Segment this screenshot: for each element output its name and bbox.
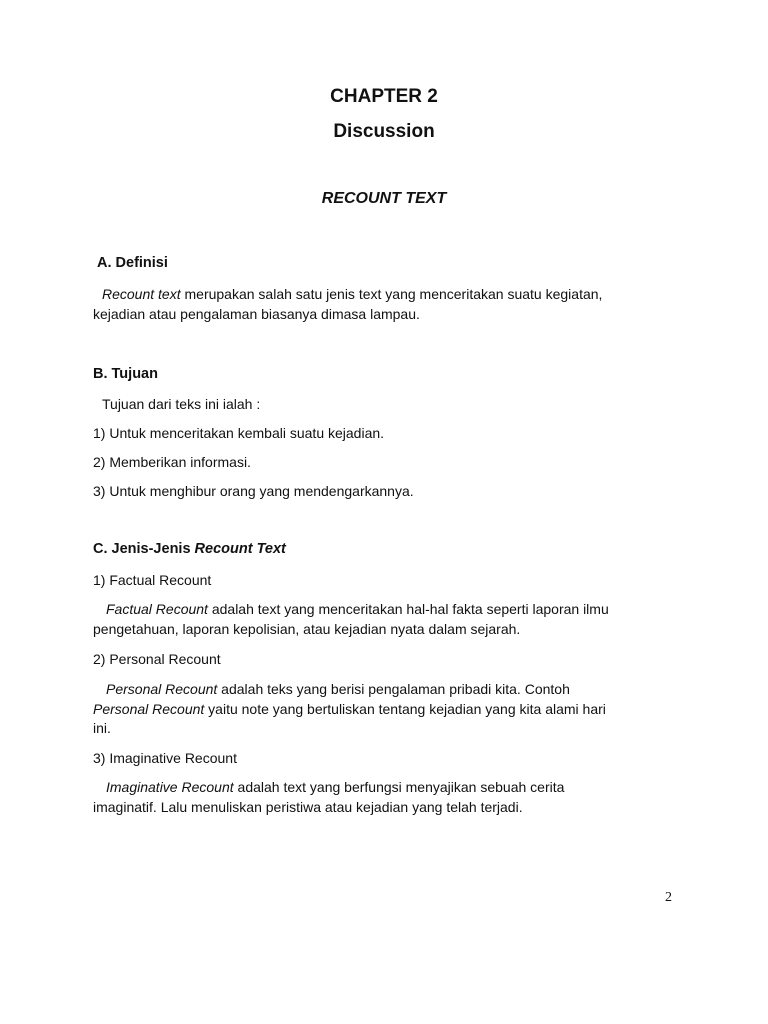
imaginative-line-2: imaginatif. Lalu menuliskan peristiwa atau kejadian yang telah terjadi. [93,798,523,815]
factual-line-1: adalah text yang menceritakan hal-hal fakta seperti laporan ilmu [207,601,609,617]
section-c-heading-prefix: C. Jenis-Jenis [93,541,195,557]
recount-text-term: Recount text [102,286,181,302]
type-label-imaginative: 3) Imaginative Recount [93,750,237,766]
imaginative-line-1: adalah text yang berfungsi menyajikan sebuah cerita [233,779,565,795]
type-label-personal: 2) Personal Recount [93,651,221,667]
personal-line-3: ini. [93,720,111,736]
list-item: 3) Untuk menghibur orang yang mendengarkannya. [93,483,414,499]
personal-line-2: yaitu note yang bertuliskan tentang kejadian yang kita alami hari [204,700,606,717]
section-b-intro [93,395,683,415]
type-label-factual: 1) Factual Recount [93,572,212,588]
imaginative-recount-term: Imaginative Recount [106,779,234,795]
personal-recount-term-2: Personal Recount [93,700,205,717]
list-item: 1) Untuk menceritakan kembali suatu kejadian. [93,425,385,441]
section-c-heading [93,541,286,557]
list-item: 2) Memberikan informasi. [93,454,251,470]
personal-recount-term: Personal Recount [106,681,218,697]
factual-recount-term: Factual Recount [106,601,208,617]
section-a-line-2: kejadian atau pengalaman biasanya dimasa lampau. [93,305,420,322]
personal-line-1: adalah teks yang berisi pengalaman pribadi kita. Contoh [217,681,570,697]
personal-recount-paragraph [93,680,683,739]
document-title: RECOUNT TEXT [321,190,447,207]
section-a-line-1: merupakan salah satu jenis text yang menceritakan suatu kegiatan, [180,286,603,302]
chapter-heading: CHAPTER 2 [330,86,438,107]
section-b-heading: B. Tujuan [93,366,158,382]
imaginative-recount-paragraph [93,778,683,817]
chapter-subtitle: Discussion [333,121,435,142]
page-number: 2 [665,890,672,905]
section-a-heading: A. Definisi [97,255,168,271]
factual-line-2: pengetahuan, laporan kepolisian, atau kejadian nyata dalam sejarah. [93,620,521,637]
section-a-paragraph [93,285,683,324]
section-b-intro-text: Tujuan dari teks ini ialah : [102,396,261,412]
section-c-heading-italic: Recount Text [194,541,286,557]
factual-recount-paragraph [93,600,683,639]
